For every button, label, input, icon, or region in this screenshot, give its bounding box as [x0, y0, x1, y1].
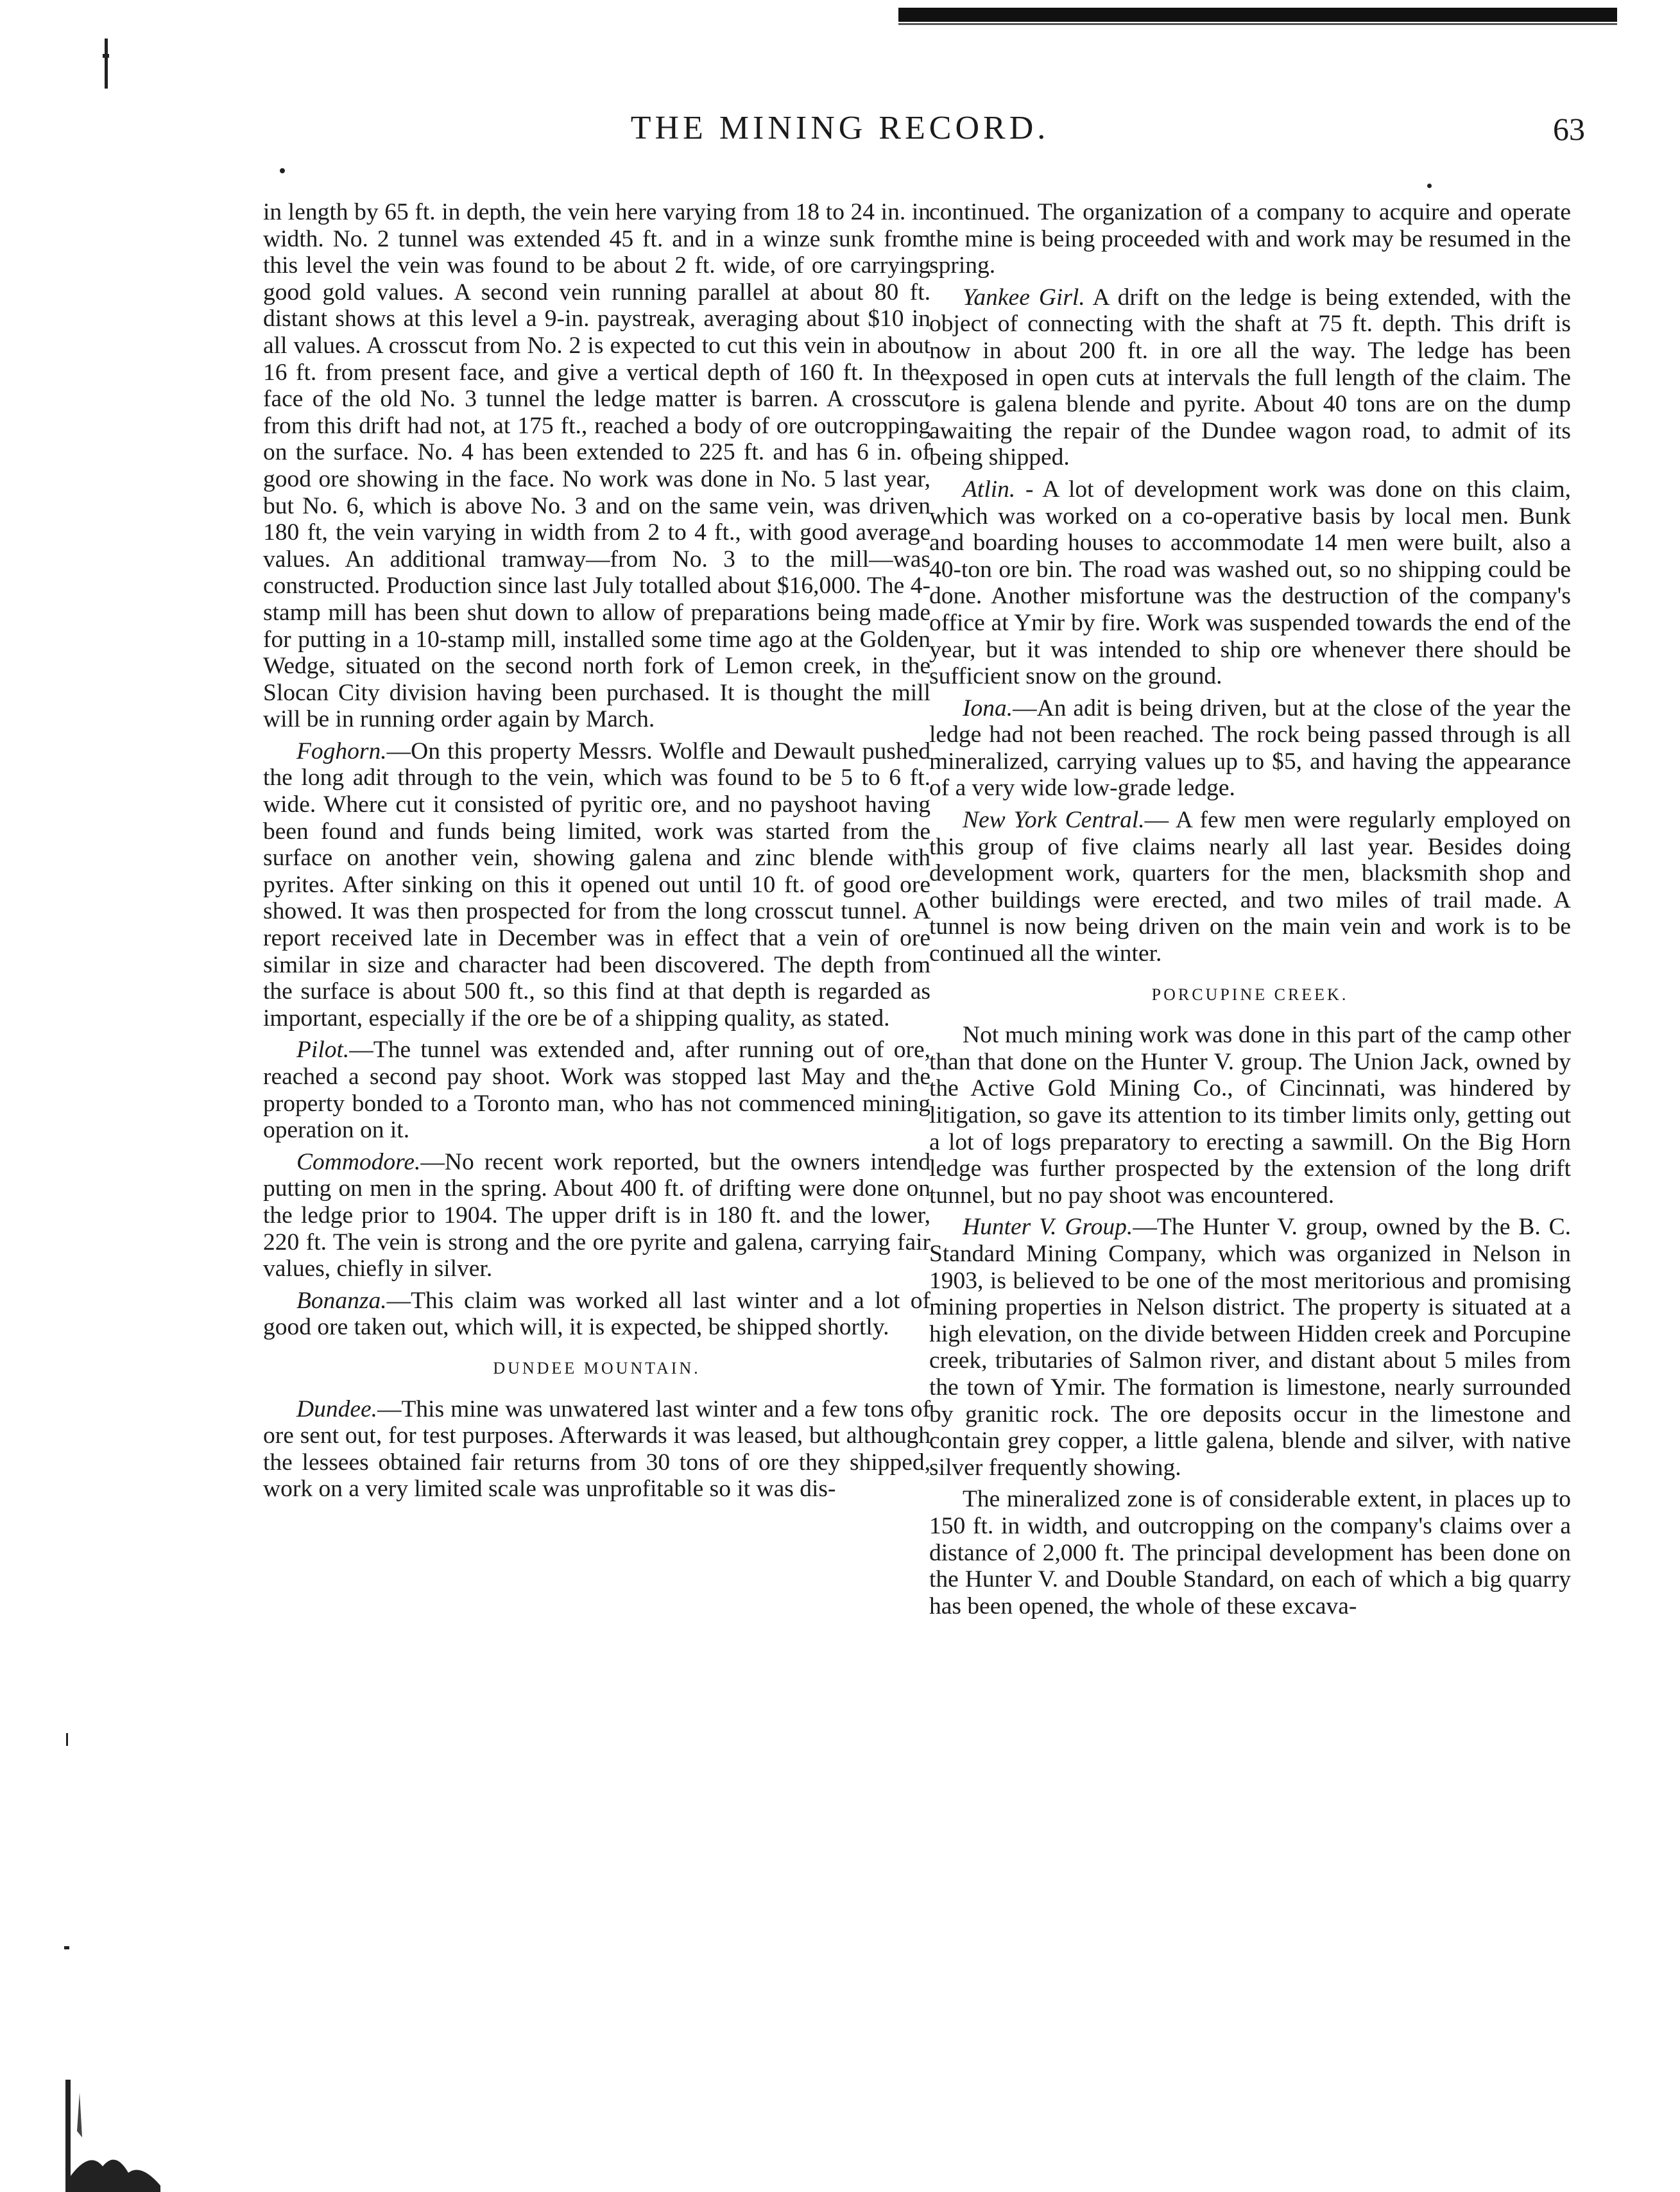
entry-lead-new-york-central: New York Central.	[963, 807, 1145, 834]
margin-mark	[105, 39, 108, 89]
entry-lead-foghorn: Foghorn.	[296, 738, 387, 764]
paragraph-foghorn	[263, 738, 930, 1032]
entry-text-pilot: —The tunnel was extended and, after running out of ore, reached a second pay shoot. Work was stopped last May and the property bonded to a Toronto man, who has not commenced mining operation on it.	[263, 1037, 930, 1144]
paragraph-commodore	[263, 1149, 930, 1282]
left-column	[263, 199, 930, 1508]
entry-lead-dundee: Dundee.	[296, 1395, 377, 1422]
paragraph-porcupine: Not much mining work was done in this part of the camp other than that done on the Hunter V. group. The Union Jack, owned by the Active Gold Mining Co., of Cincinnati, was hindered by litigation, so gave its attention to its timber limits only, getting out a lot of logs preparatory to erecting a sawmill. On the Big Horn ledge was further prospected by the extension of the long drift tunnel, but no pay shoot was encountered.	[929, 1022, 1571, 1209]
entry-text-bonanza: —This claim was worked all last winter and a lot of good ore taken out, which will, it is expected, be shipped shortly.	[263, 1287, 930, 1341]
entry-lead-hunter-v-group: Hunter V. Group.	[963, 1214, 1133, 1241]
paragraph: in length by 65 ft. in depth, the vein here varying from 18 to 24 in. in width. No. 2 tunnel was extended 45 ft. and in a winze sunk from this level the vein was found to be about 2 ft. wide, of ore carrying good gold values. A second vein running parallel at about 80 ft. distant shows at this level a 9-in. paystreak, averaging about $10 in all values. A crosscut from No. 2 is expected to cut this vein in about 16 ft. from present face, and give a vertical depth of 160 ft. In the face of the old No. 3 tunnel the ledge matter is barren. A crosscut from this drift had not, at 175 ft., reached a body of ore outcropping on the surface. No. 4 has been extended to 225 ft. and has 6 in. of good ore showing in the face. No work was done in No. 5 last year, but No. 6, which is above No. 3 and on the same vein, was driven 180 ft, the vein varying in width from 2 to 4 ft., with good average values. An additional tramway—from No. 3 to the mill—was constructed. Production since last July totalled about $16,000. The 4-stamp mill has been shut down to allow of preparations being made for putting in a 10-stamp mill, installed some time ago at the Golden Wedge, situated on the second north fork of Lemon creek, in the Slocan City division having been purchased. It is thought the mill will be in running order again by March.	[263, 199, 930, 733]
page-number: 63	[1553, 111, 1585, 147]
entry-lead-iona: Iona.	[963, 695, 1013, 721]
margin-mark	[103, 54, 109, 58]
section-heading-dundee-mountain: DUNDEE MOUNTAIN.	[493, 1358, 701, 1377]
entry-text-commodore: —No recent work reported, but the owners intend putting on men in the spring. About 400 ft. of drifting were done on the ledge prior to 1904. The upper drift is in 180 ft. and the lower, 220 ft. The vein is strong and the ore pyrite and galena, carrying fair values, chiefly in silver.	[263, 1148, 930, 1282]
paragraph-yankee-girl	[929, 284, 1571, 471]
margin-mark	[66, 1733, 68, 1746]
top-rule	[898, 8, 1617, 22]
entry-lead-bonanza: Bonanza.	[296, 1287, 387, 1314]
paragraph: continued. The organization of a company to acquire and operate the mine is being proceeded with and work may be resumed in the spring.	[929, 199, 1571, 279]
section-heading-porcupine-creek: PORCUPINE CREEK.	[1151, 985, 1349, 1004]
entry-text-iona: —An adit is being driven, but at the close of the year the ledge had not been reached. The rock being passed through is all mineralized, carrying values up to $5, and having the appearance of a very wide low-grade ledge.	[929, 695, 1571, 802]
entry-lead-atlin: Atlin.	[963, 476, 1016, 503]
scan-corner-smudge	[51, 2054, 160, 2192]
paragraph-atlin	[929, 476, 1571, 690]
right-column	[929, 199, 1571, 1625]
margin-mark	[280, 168, 285, 173]
entry-text-new-york-central: — A few men were regularly employed on this group of five claims nearly all last year. Besides doing development work, quarters for the men, blacksmith shop and other buildings were erected, and two miles of trail made. A tunnel is now being driven on the main vein and work is to be continued all the winter.	[929, 807, 1571, 967]
margin-mark	[1427, 184, 1432, 188]
paragraph-new-york-central	[929, 807, 1571, 967]
page-header-title: THE MINING RECORD.	[630, 110, 1050, 146]
paragraph-hunter-v-group	[929, 1214, 1571, 1481]
paragraph-pilot	[263, 1037, 930, 1143]
entry-text-dundee: —This mine was unwatered last winter and a few tons of ore sent out, for test purposes. Afterwards it was leased, but although the lessees obtained fair returns from 30 tons of ore they shipped, work on a very limited scale was unprofitable so it was dis-	[263, 1395, 930, 1503]
top-rule-thin	[898, 23, 1617, 25]
entry-text-atlin: - A lot of development work was done on this claim, which was worked on a co-operative basis by local men. Bunk and boarding houses to accommodate 14 men were built, also a 40-ton ore bin. The road was washed out, so no shipping could be done. Another misfortune was the destruction of the company's office at Ymir by fire. Work was suspended towards the end of the year, but it was intended to ship ore whenever there should be sufficient snow on the ground.	[929, 476, 1571, 690]
entry-lead-yankee-girl: Yankee Girl.	[963, 284, 1085, 311]
paragraph-mineralized-zone: The mineralized zone is of considerable extent, in places up to 150 ft. in width, and outcropping on the company's claims over a distance of 2,000 ft. The principal development has been done on the Hunter V. and Double Standard, on each of which a big quarry has been opened, the whole of these excava-	[929, 1486, 1571, 1619]
entry-lead-pilot: Pilot.	[296, 1037, 350, 1064]
paragraph-bonanza	[263, 1288, 930, 1341]
entry-text-yankee-girl: A drift on the ledge is being extended, with the object of connecting with the shaft at 75 ft. depth. This drift is now in about 200 ft. in ore all the way. The ledge has been exposed in open cuts at intervals the full length of the claim. The ore is galena blende and pyrite. About 40 tons are on the dump awaiting the repair of the Dundee wagon road, to admit of its being shipped.	[929, 284, 1572, 471]
margin-mark	[64, 1946, 69, 1949]
entry-text-foghorn: —On this property Messrs. Wolfle and Dewault pushed the long adit through to the vein, which was found to be 5 to 6 ft. wide. Where cut it consisted of pyritic ore, and no payshoot having been found and funds being limited, work was started from the surface on another vein, showing galena and zinc blende with pyrites. After sinking on this it opened out until 10 ft. of good ore showed. It was then prospected for from the long crosscut tunnel. A report received late in December was in effect that a vein of ore similar in size and character had been discovered. The depth from the surface is about 500 ft., so this find at that depth is regarded as important, especially if the ore be of a shipping quality, as stated.	[263, 738, 930, 1031]
paragraph-iona	[929, 695, 1571, 802]
entry-lead-commodore: Commodore.	[296, 1148, 421, 1175]
paragraph-dundee	[263, 1396, 930, 1503]
entry-text-hunter-v-group: —The Hunter V. group, owned by the B. C. Standard Mining Company, which was organized in Nelson in 1903, is believed to be one of the most meritorious and promising mining properties in Nelson district. The property is situated at a high elevation, on the divide between Hidden creek and Porcupine creek, tributaries of Salmon river, and distant about 5 miles from the town of Ymir. The formation is limestone, nearly surrounded by granitic rock. The ore deposits occur in the limestone and contain grey copper, a little galena, blende and silver, with native silver frequently showing.	[929, 1214, 1571, 1481]
